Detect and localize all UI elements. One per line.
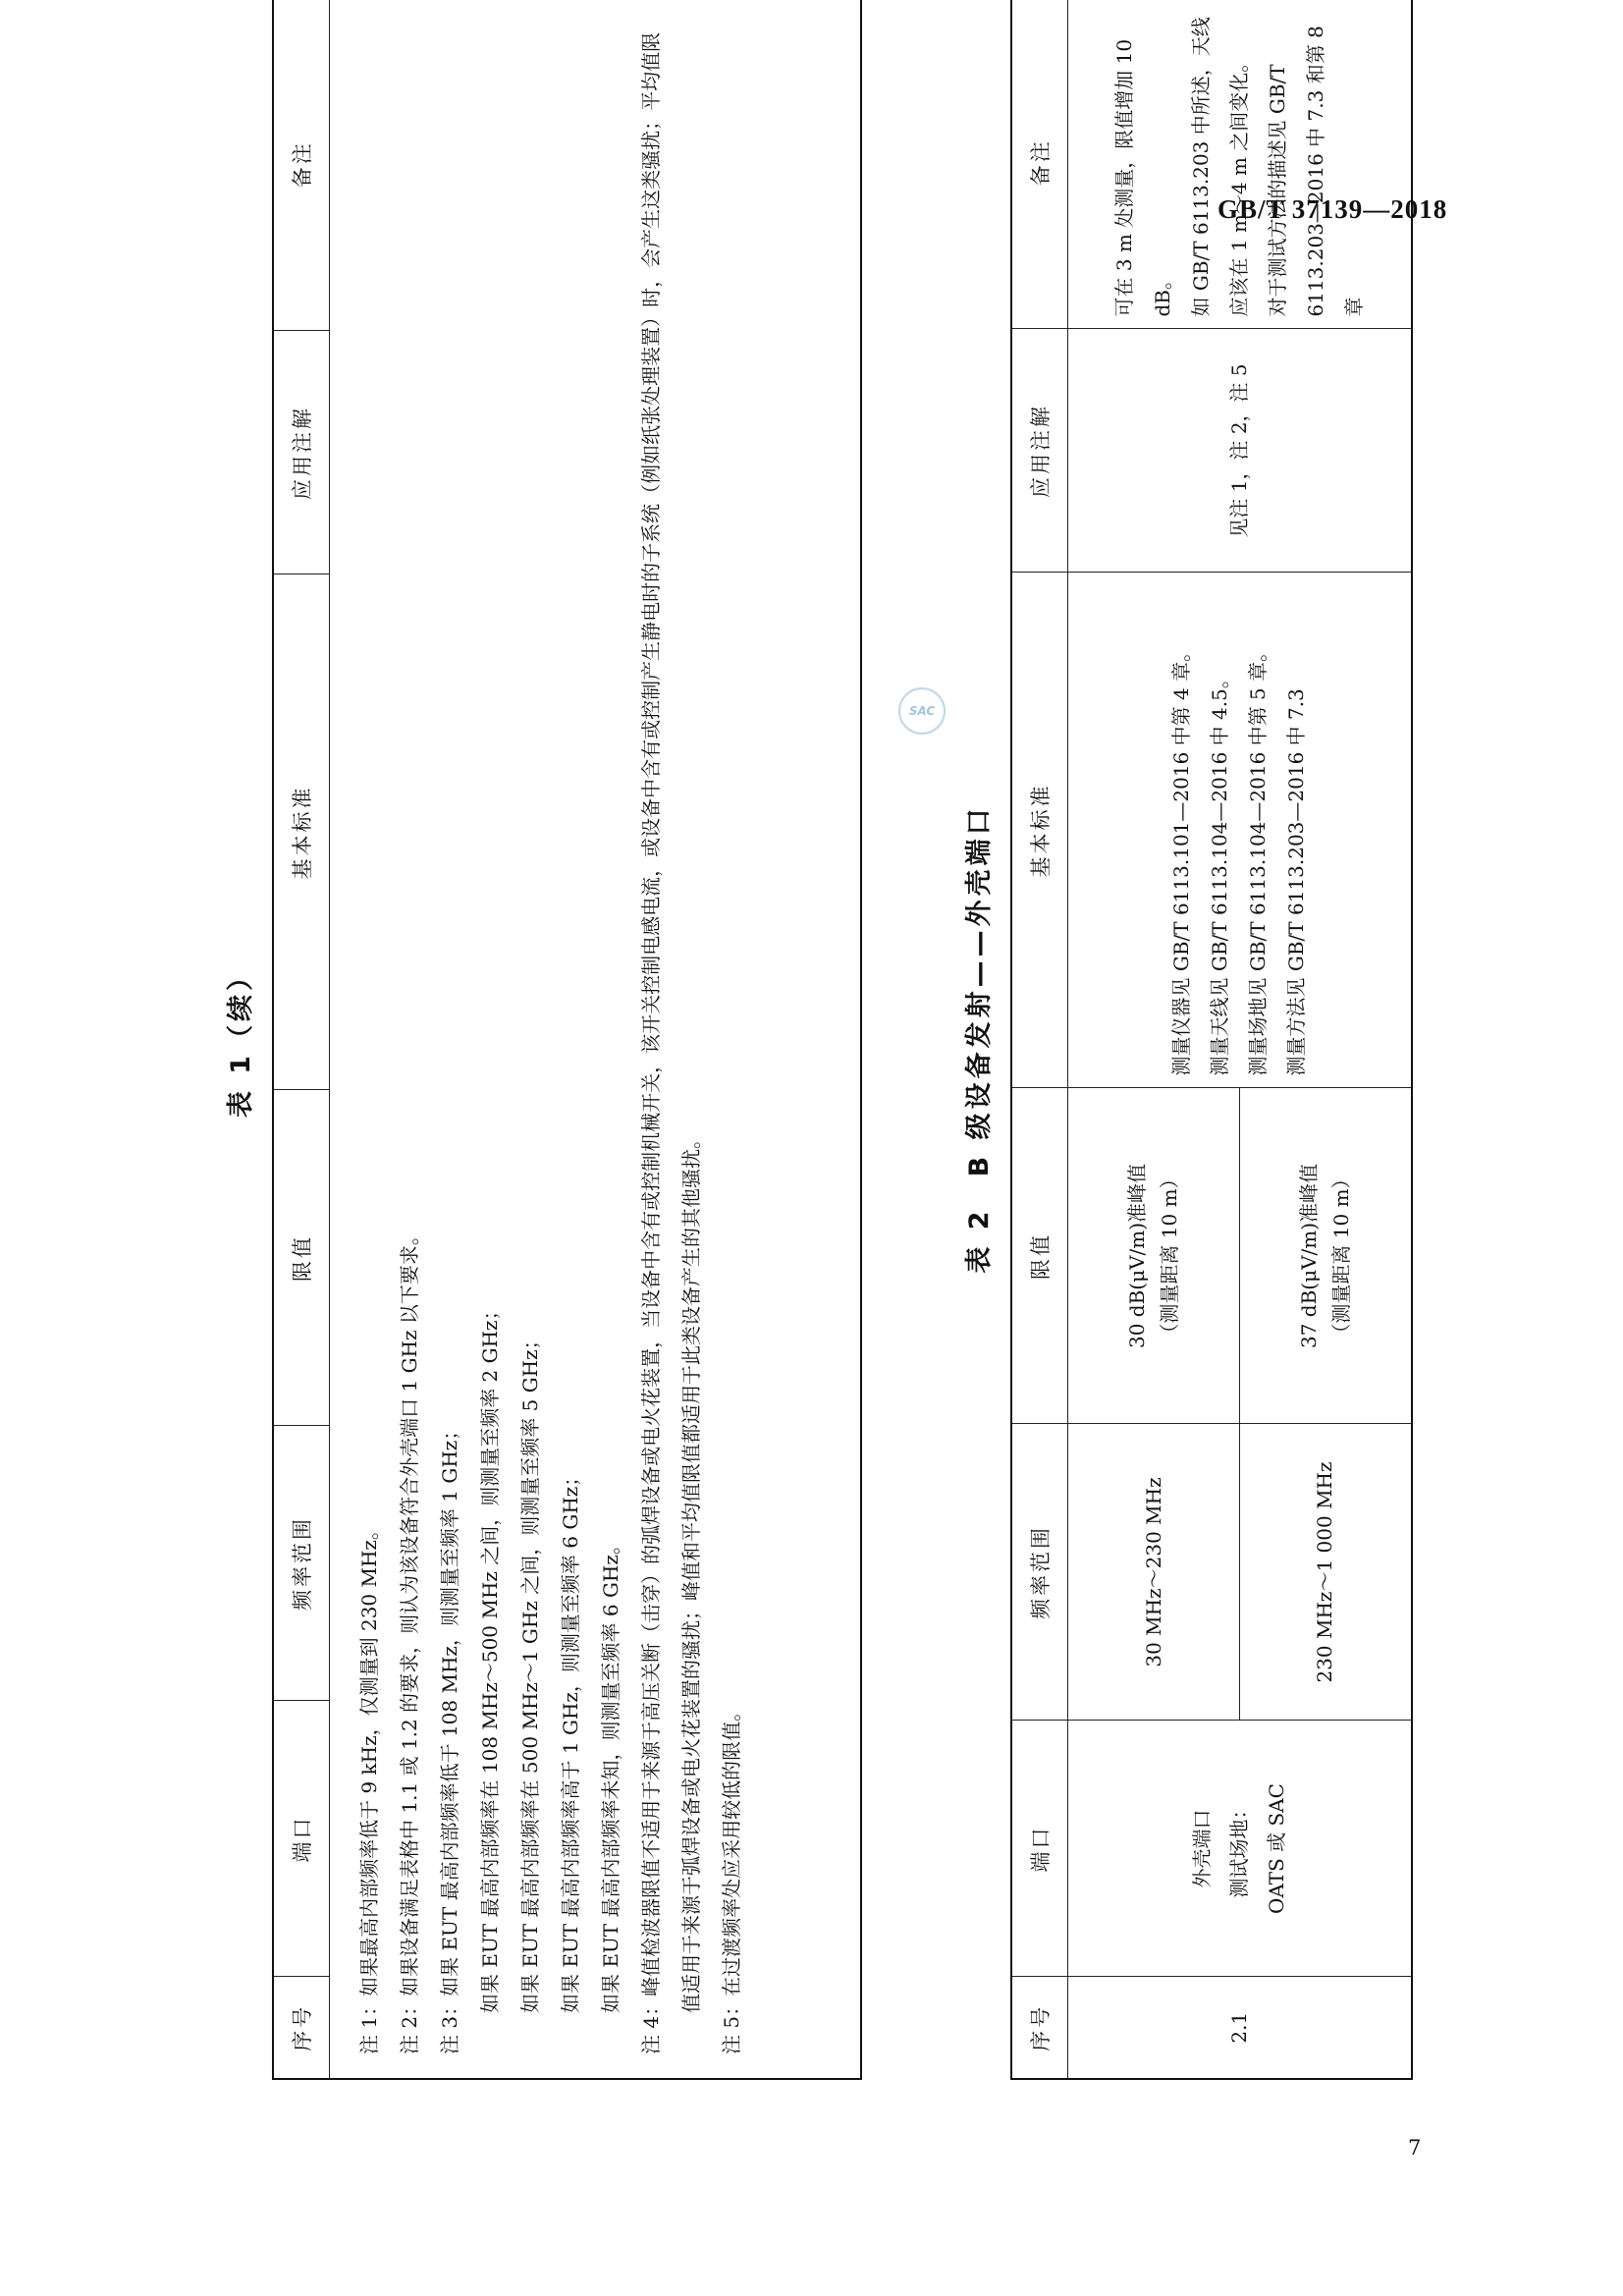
note-1: 注 1：如果最高内部频率低于 9 kHz，仅测量到 230 MHz。 <box>357 1520 381 2054</box>
note-5: 注 5：在过渡频率处应采用较低的限值。 <box>720 1701 743 2054</box>
basic-standard-2: 测量天线见 GB/T 6113.104—2016 中 4.5。 <box>1208 669 1232 1076</box>
note-2: 注 2：如果设备满足表格中 1.1 或 1.2 的要求，则认为该设备符合外壳端口 1 GHz 以下要求。 <box>398 1226 421 2054</box>
table1-panel <box>219 0 847 2080</box>
table1-notes-row <box>330 0 862 2079</box>
note-3: 注 3：如果 EUT 最高内部频率低于 108 MHz，则测量至频率 1 GHz； <box>438 1420 461 2054</box>
table2-col-port: 端口 <box>1011 1721 1068 1977</box>
table1-col-app-note: 应用注解 <box>273 331 330 574</box>
freq-cell: 30 MHz～230 MHz <box>1068 1424 1240 1721</box>
table2-caption: 表 2 B 级设备发射——外壳端口 <box>964 804 995 1274</box>
table2-header-row <box>1011 0 1068 2079</box>
note-3-line-4: 如果 EUT 最高内部频率高于 1 GHz，则测量至频率 6 GHz； <box>559 1466 582 2013</box>
table2-port <box>1068 1721 1412 1977</box>
port-line-1: 外壳端口 <box>1190 1809 1215 1888</box>
table2-app-note: 见注 1，注 2，注 5 <box>1068 329 1412 573</box>
limit-cell <box>1240 1088 1412 1424</box>
port-line-2: 测试场地： <box>1227 1799 1252 1898</box>
note-3-line-2: 如果 EUT 最高内部频率在 108 MHz～500 MHz 之间，则测量至频率 2 GHz； <box>478 1300 502 2013</box>
table2-col-remarks: 备注 <box>1011 0 1068 329</box>
table2-remarks <box>1068 0 1412 329</box>
remark-2: 如 GB/T 6113.203 中所述，天线应该在 1 m～4 m 之间变化。 <box>1188 17 1251 317</box>
table2 <box>1010 0 1413 2080</box>
table2-col-seq: 序号 <box>1011 1977 1068 2079</box>
table-row <box>1068 0 1240 2079</box>
page-number: 7 <box>1408 2136 1422 2159</box>
standard-number: GB/T 37139—2018 <box>1217 194 1448 224</box>
table2-col-freq: 频率范围 <box>1011 1424 1068 1721</box>
table1-caption: 表 1（续） <box>226 959 256 1119</box>
table2-col-app-note: 应用注解 <box>1011 329 1068 573</box>
table1-header-row <box>273 0 330 2079</box>
note-4: 注 4：峰值检波器限值不适用于来源于高压关断（击穿）的弧焊设备或电火花装置，当设备中含有或控制机械开关，该开关控制电感电流，或设备中含有或控制产生静电时的子系统（例如纸张处理装置）时，会产生这类骚扰；平均值限值适用于来源于弧焊设备或电火花装置的骚扰；峰值和平均值限值都适用于此类设备产生的其他骚扰。 <box>639 31 703 2054</box>
limit-value: 30 dB(μV/m)准峰值 <box>1125 1163 1149 1349</box>
basic-standard-4: 测量方法见 GB/T 6113.203—2016 中 7.3 <box>1284 688 1309 1076</box>
table1-col-freq: 频率范围 <box>273 1426 330 1701</box>
sac-watermark: SAC <box>898 687 946 735</box>
table2-col-basic-standard: 基本标准 <box>1011 573 1068 1088</box>
table2-panel <box>957 0 1370 2080</box>
limit-cell <box>1068 1088 1240 1424</box>
table1-col-basic-standard: 基本标准 <box>273 574 330 1090</box>
remark-1: 可在 3 m 处测量，限值增加 10 dB。 <box>1111 38 1174 317</box>
table2-seq: 2.1 <box>1068 1977 1412 2079</box>
basic-standard-1: 测量仪器见 GB/T 6113.101—2016 中第 4 章。 <box>1169 641 1194 1076</box>
basic-standard-3: 测量场地见 GB/T 6113.104—2016 中第 5 章。 <box>1246 641 1271 1076</box>
table2-col-limit: 限值 <box>1011 1088 1068 1424</box>
table1-notes <box>330 0 862 2079</box>
table1 <box>272 0 862 2080</box>
limit-distance: （测量距离 10 m） <box>1328 1169 1353 1343</box>
freq-cell: 230 MHz～1 000 MHz <box>1240 1424 1412 1721</box>
table2-basic-standard <box>1068 573 1412 1088</box>
limit-distance: （测量距离 10 m） <box>1158 1169 1181 1343</box>
limit-value: 37 dB(μV/m)准峰值 <box>1296 1163 1321 1349</box>
note-3-line-5: 如果 EUT 最高内部频率未知，则测量至频率 6 GHz。 <box>599 1535 622 2013</box>
port-line-3: OATS 或 SAC <box>1265 1783 1289 1914</box>
table1-col-seq: 序号 <box>273 1977 330 2079</box>
remark-3: 对于测试方法的描述见 GB/T 6113.203—2016 中 7.3 和第 8 章 <box>1265 26 1366 317</box>
table1-col-remarks: 备注 <box>273 0 330 331</box>
note-3-line-3: 如果 EUT 最高内部频率在 500 MHz～1 GHz 之间，则测量至频率 5 GHz； <box>518 1330 542 2013</box>
table1-col-port: 端口 <box>273 1701 330 1977</box>
table1-col-limit: 限值 <box>273 1090 330 1426</box>
